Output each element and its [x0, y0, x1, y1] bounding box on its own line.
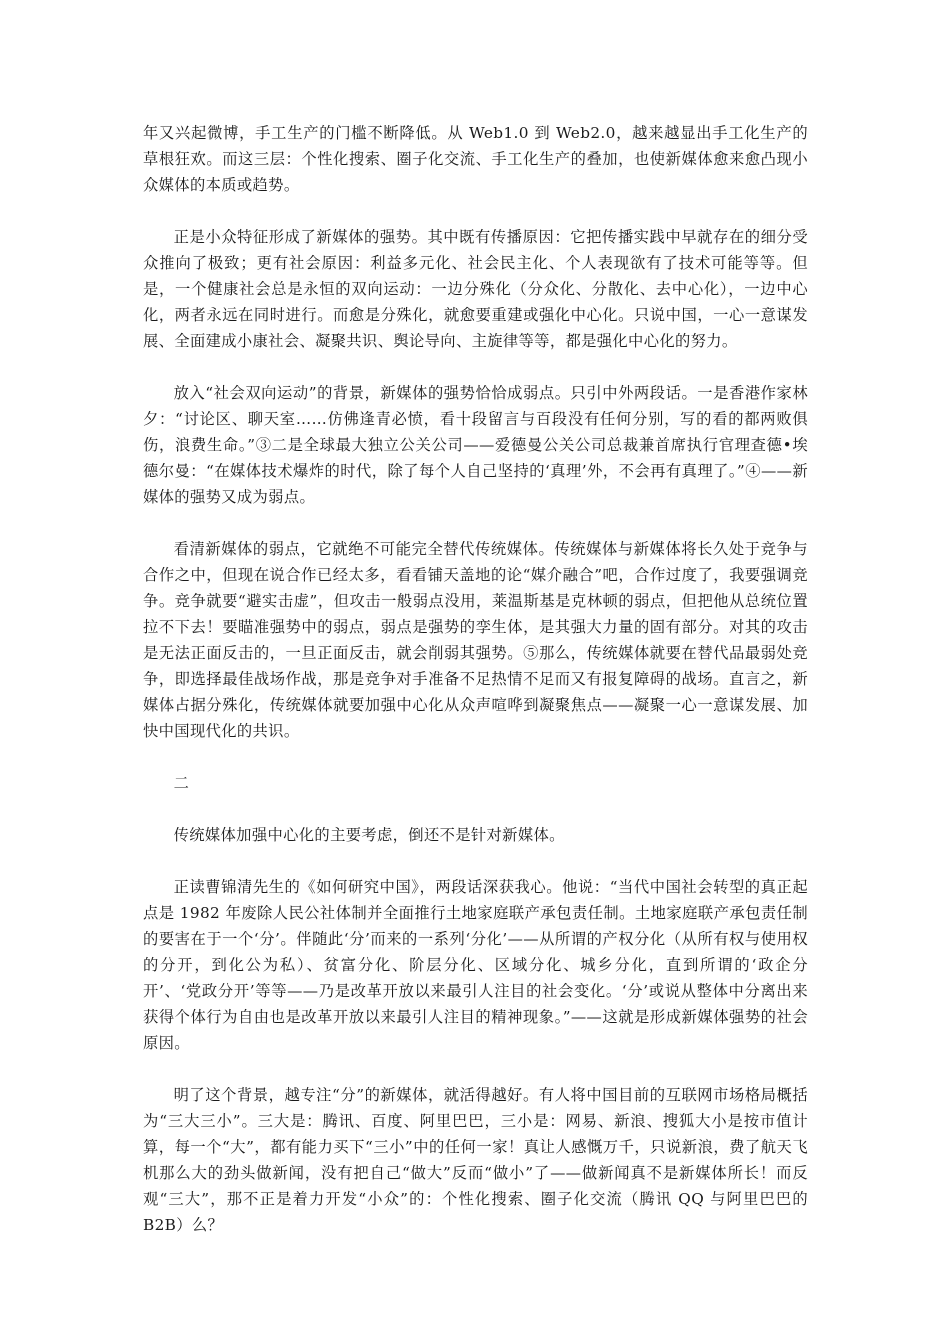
section-heading: 二 [173, 774, 190, 792]
paragraph-4: 看清新媒体的弱点，它就绝不可能完全替代传统媒体。传统媒体与新媒体将长久处于竞争与合作之中，但现在说合作已经太多，看看铺天盖地的论“媒介融合”吧，合作过度了，我要强调竞争。竞争就要“避实击虚”，但攻击一般弱点没用，莱温斯基是克林顿的弱点，但把他从总统位置拉不下去！要瞄准强势中的弱点，弱点是强势的孪生体，是其强大力量的固有部分。对其的攻击是无法正面反击的，一旦正面反击，就会削弱其强势。⑤那么，传统媒体就要在替代品最弱处竞争，即选择最佳战场作战，那是竞争对手准备不足热情不足而又有报复障碍的战场。直言之，新媒体占据分殊化，传统媒体就要加强中心化从众声喧哗到凝聚焦点——凝聚一心一意谋发展、加快中国现代化的共识。 [143, 540, 808, 740]
paragraph-6: 正读曹锦清先生的《如何研究中国》，两段话深获我心。他说：“当代中国社会转型的真正起点是 1982 年废除人民公社体制并全面推行土地家庭联产承包责任制。土地家庭联产承包责任制的要害在于一个‘分’。伴随此‘分’而来的一系列‘分化’——从所谓的产权分化（从所有权与使用权的分开，到化公为私）、贫富分化、阶层分化、区域分化、城乡分化，直到所谓的‘政企分开’、‘党政分开’等等——乃是改革开放以来最引人注目的社会变化。‘分’或说从整体中分离出来获得个体行为自由也是改革开放以来最引人注目的精神现象。”——这就是形成新媒体强势的社会原因。 [143, 878, 808, 1052]
paragraph-2: 正是小众特征形成了新媒体的强势。其中既有传播原因：它把传播实践中早就存在的细分受众推向了极致；更有社会原因：利益多元化、社会民主化、个人表现欲有了技术可能等等。但是，一个健康社会总是永恒的双向运动：一边分殊化（分众化、分散化、去中心化），一边中心化，两者永远在同时进行。而愈是分殊化，就愈要重建或强化中心化。只说中国，一心一意谋发展、全面建成小康社会、凝聚共识、舆论导向、主旋律等等，都是强化中心化的努力。 [143, 228, 808, 350]
paragraph-7: 明了这个背景，越专注“分”的新媒体，就活得越好。有人将中国目前的互联网市场格局概括为“三大三小”。三大是：腾讯、百度、阿里巴巴，三小是：网易、新浪、搜狐大小是按市值计算，每一个“大”，都有能力买下“三小”中的任何一家！真让人感慨万千，只说新浪，费了航天飞机那么大的劲头做新闻，没有把自己“做大”反而“做小”了——做新闻真不是新媒体所长！而反观“三大”，那不正是着力开发“小众”的：个性化搜索、圈子化交流（腾讯 QQ 与阿里巴巴的 B2B）么？ [143, 1086, 808, 1234]
paragraph-1: 年又兴起微博，手工生产的门槛不断降低。从 Web1.0 到 Web2.0，越来越显出手工化生产的草根狂欢。而这三层：个性化搜索、圈子化交流、手工化生产的叠加，也使新媒体愈来愈凸现小众媒体的本质或趋势。 [143, 124, 808, 194]
paragraph-5: 传统媒体加强中心化的主要考虑，倒还不是针对新媒体。 [173, 826, 565, 844]
document-body [143, 120, 808, 1264]
paragraph-3: 放入“社会双向运动”的背景，新媒体的强势恰恰成弱点。只引中外两段话。一是香港作家林夕：“讨论区、聊天室……仿佛逢青必愤，看十段留言与百段没有任何分别，写的看的都两败俱伤，浪费生命。”③二是全球最大独立公关公司——爱德曼公关公司总裁兼首席执行官理查德•埃德尔曼：“在媒体技术爆炸的时代，除了每个人自己坚持的‘真理’外，不会再有真理了。”④——新媒体的强势又成为弱点。 [143, 384, 808, 506]
